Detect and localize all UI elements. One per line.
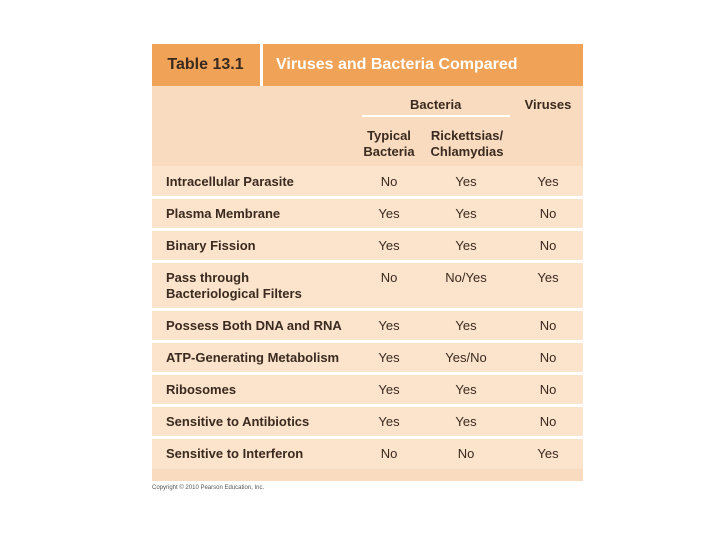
typical-value: Yes: [378, 238, 400, 253]
rick-header-line1: Rickettsias/: [430, 128, 504, 143]
rickettsias-value: Yes/No: [445, 350, 487, 365]
typical-bacteria-header: [349, 128, 429, 160]
table-row: [152, 407, 583, 436]
typical-value: No: [380, 174, 398, 189]
row-label: ATP-Generating Metabolism: [166, 350, 340, 365]
table-title: Viruses and Bacteria Compared: [276, 56, 518, 73]
typical-value: Yes: [378, 382, 400, 397]
viruses-value: Yes: [537, 446, 559, 461]
row-label: [166, 270, 302, 302]
typical-value: No: [380, 446, 398, 461]
viruses-value: No: [539, 350, 557, 365]
table-row: [152, 375, 583, 404]
rickettsias-header: [422, 128, 512, 160]
typical-value: Yes: [378, 414, 400, 429]
rickettsias-value: Yes: [455, 382, 477, 397]
rickettsias-value: No: [457, 446, 475, 461]
bacteria-group-header: Bacteria: [410, 97, 462, 112]
bacteria-group-underline: [362, 115, 510, 117]
typical-header-line2: Bacteria: [363, 144, 415, 159]
row-label-line2: Bacteriological Filters: [166, 286, 302, 301]
rickettsias-value: Yes: [455, 206, 477, 221]
rickettsias-value: Yes: [455, 414, 477, 429]
viruses-value: Yes: [537, 270, 559, 285]
viruses-value: Yes: [537, 174, 559, 189]
typical-value: Yes: [378, 350, 400, 365]
typical-value: No: [380, 270, 398, 285]
typical-value: Yes: [378, 318, 400, 333]
typical-header-line1: Typical: [367, 128, 411, 143]
row-label: Sensitive to Antibiotics: [166, 414, 310, 429]
table-row: [152, 231, 583, 260]
table-row: [152, 263, 583, 308]
rick-header-line2: Chlamydias: [430, 144, 504, 159]
viruses-header: Viruses: [524, 97, 572, 112]
table-row: [152, 199, 583, 228]
row-label: Binary Fission: [166, 238, 256, 253]
rickettsias-value: Yes: [455, 174, 477, 189]
table-title-bar: [152, 44, 583, 86]
viruses-value: No: [539, 318, 557, 333]
viruses-value: No: [539, 238, 557, 253]
rickettsias-value: Yes: [455, 238, 477, 253]
table-row: [152, 311, 583, 340]
viruses-value: No: [539, 414, 557, 429]
table-row: [152, 166, 583, 196]
table-number: Table 13.1: [167, 56, 244, 73]
table-row: [152, 439, 583, 469]
row-label-line1: Pass through: [166, 270, 250, 285]
comparison-table: [152, 44, 583, 481]
rickettsias-value: No/Yes: [445, 270, 487, 285]
copyright-notice: Copyright © 2010 Pearson Education, Inc.: [152, 485, 265, 491]
table-row: [152, 343, 583, 372]
rickettsias-value: Yes: [455, 318, 477, 333]
viruses-value: No: [539, 206, 557, 221]
viruses-value: No: [539, 382, 557, 397]
title-divider: [260, 44, 263, 86]
row-label: Plasma Membrane: [166, 206, 281, 221]
typical-value: Yes: [378, 206, 400, 221]
row-label: Sensitive to Interferon: [166, 446, 304, 461]
row-label: Intracellular Parasite: [166, 174, 294, 189]
row-label: Possess Both DNA and RNA: [166, 318, 342, 333]
row-label: Ribosomes: [166, 382, 237, 397]
